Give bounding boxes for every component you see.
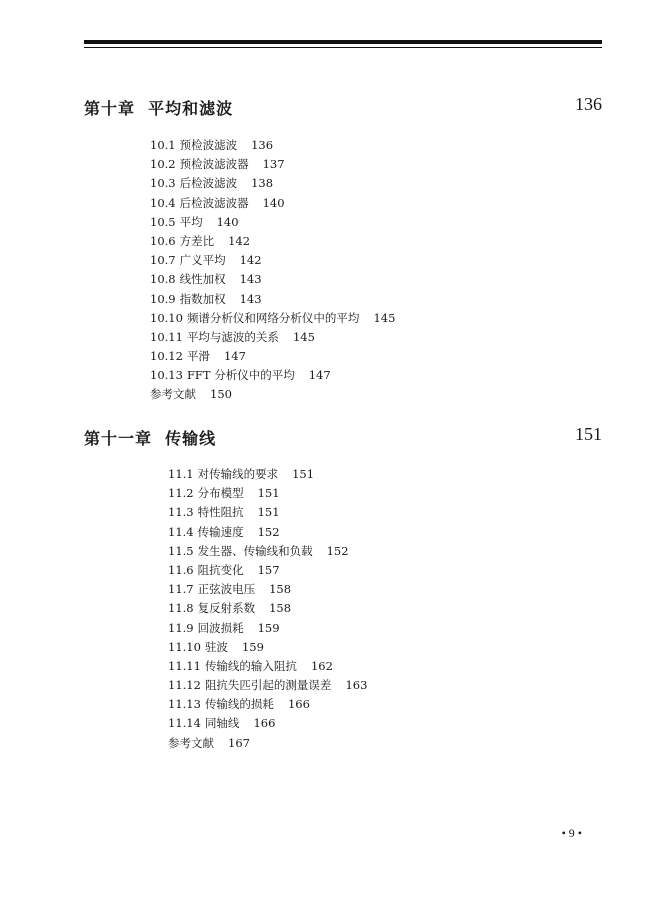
toc-entry bbox=[150, 251, 395, 270]
toc-entry bbox=[168, 714, 367, 733]
toc-entry bbox=[150, 232, 395, 251]
toc-entry-title: 线性加权 bbox=[179, 272, 226, 287]
page-number: • 9 • bbox=[561, 826, 582, 840]
toc-entry-page: 151 bbox=[257, 505, 280, 520]
toc-entry-number: 11.10 bbox=[168, 639, 201, 654]
chapter-title: 第十章 平均和滤波 bbox=[84, 99, 234, 118]
toc-entry bbox=[168, 484, 367, 503]
toc-entry-title: 传输速度 bbox=[197, 524, 244, 539]
toc-entry bbox=[168, 580, 367, 599]
toc-entry bbox=[168, 523, 367, 542]
toc-entry-page: 159 bbox=[257, 620, 280, 635]
toc-entry-page: 158 bbox=[269, 601, 292, 616]
toc-entry-page: 152 bbox=[326, 543, 349, 558]
toc-entry-number: 11.2 bbox=[168, 486, 194, 501]
toc-entry-page: 159 bbox=[241, 639, 264, 654]
toc-entry-page: 147 bbox=[223, 349, 246, 364]
toc-entry-title: 阻抗变化 bbox=[197, 562, 244, 577]
toc-entry bbox=[150, 328, 395, 347]
toc-entry-page: 152 bbox=[257, 524, 280, 539]
toc-entry-number: 10.7 bbox=[150, 253, 176, 268]
toc-entry-page: 142 bbox=[228, 233, 251, 248]
toc-entry-title: 平滑 bbox=[186, 349, 210, 364]
toc-entry-number: 11.8 bbox=[168, 601, 194, 616]
chapter-page: 136 bbox=[575, 94, 602, 114]
toc-entry-title: 阻抗失匹引起的测量误差 bbox=[204, 678, 332, 693]
toc-entry bbox=[150, 385, 395, 404]
toc-entry bbox=[168, 619, 367, 638]
toc-entry-title: 参考文献 bbox=[150, 387, 196, 402]
toc-entry-page: 147 bbox=[308, 368, 331, 383]
toc-entry bbox=[168, 561, 367, 580]
toc-entry-page: 162 bbox=[310, 658, 333, 673]
toc-entry-page: 151 bbox=[292, 467, 315, 481]
toc-entry-number: 11.6 bbox=[168, 562, 194, 577]
toc-entry-title: 回波损耗 bbox=[197, 620, 244, 635]
toc-entry-title: 发生器、传输线和负载 bbox=[197, 543, 313, 558]
toc-entry-title: 传输线的输入阻抗 bbox=[204, 658, 297, 673]
toc-entry-title: 广义平均 bbox=[179, 253, 226, 268]
toc-entry bbox=[168, 465, 367, 484]
toc-entry-page: 142 bbox=[239, 253, 262, 268]
toc-entry-page: 138 bbox=[251, 176, 274, 191]
chapter-title: 第十一章 传输线 bbox=[84, 429, 217, 448]
toc-entry-page: 163 bbox=[345, 678, 368, 693]
toc-entry-number: 11.11 bbox=[168, 658, 201, 673]
toc-entry-title: 频谱分析仪和网络分析仪中的平均 bbox=[186, 310, 360, 325]
toc-entry bbox=[150, 290, 395, 309]
toc-entry-page: 140 bbox=[262, 195, 285, 210]
toc-entry-number: 10.12 bbox=[150, 349, 183, 364]
toc-entry-number: 11.3 bbox=[168, 505, 194, 520]
toc-entry-number: 11.13 bbox=[168, 697, 201, 712]
toc-entry-title: 预检波滤波器 bbox=[179, 157, 249, 172]
toc-entry bbox=[150, 347, 395, 366]
toc-entry-number: 11.12 bbox=[168, 678, 201, 693]
toc-entry-title: 特性阻抗 bbox=[197, 505, 244, 520]
toc-entry bbox=[150, 309, 395, 328]
toc-entry-title: 对传输线的要求 bbox=[197, 467, 279, 481]
toc-entry-title: 参考文献 bbox=[168, 735, 214, 750]
toc-entry-title: 正弦波电压 bbox=[197, 582, 256, 597]
toc-entry-number: 10.13 bbox=[150, 368, 183, 383]
chapter-heading-10 bbox=[84, 96, 602, 120]
toc-entry-page: 151 bbox=[257, 486, 280, 501]
toc-entry-number: 10.2 bbox=[150, 157, 176, 172]
chapter-heading-11 bbox=[84, 426, 602, 450]
toc-entry bbox=[150, 155, 395, 174]
toc-entry-title: 传输线的损耗 bbox=[204, 697, 274, 712]
toc-entry-number: 10.11 bbox=[150, 329, 183, 344]
toc-entry-page: 167 bbox=[228, 735, 250, 750]
toc-entry-page: 145 bbox=[373, 310, 396, 325]
toc-entry-page: 143 bbox=[239, 291, 262, 306]
toc-entry bbox=[150, 174, 395, 193]
toc-entry-title: 复反射系数 bbox=[197, 601, 256, 616]
toc-entry bbox=[168, 599, 367, 618]
toc-entry-number: 10.3 bbox=[150, 176, 176, 191]
toc-entry-page: 136 bbox=[251, 138, 274, 152]
toc-entry-page: 157 bbox=[257, 562, 280, 577]
toc-entry-number: 11.5 bbox=[168, 543, 194, 558]
chapter-10-toc-list bbox=[150, 136, 395, 405]
toc-entry-number: 11.9 bbox=[168, 620, 194, 635]
toc-entry-number: 10.9 bbox=[150, 291, 176, 306]
toc-entry-page: 166 bbox=[287, 697, 310, 712]
toc-entry-number: 10.10 bbox=[150, 310, 183, 325]
toc-entry bbox=[150, 136, 395, 155]
toc-entry-number: 10.8 bbox=[150, 272, 176, 287]
toc-entry bbox=[150, 213, 395, 232]
toc-entry-title: 后检波滤波器 bbox=[179, 195, 249, 210]
toc-entry-title: 方差比 bbox=[179, 233, 215, 248]
toc-entry-number: 10.6 bbox=[150, 233, 176, 248]
toc-entry-title: 驻波 bbox=[204, 639, 228, 654]
toc-entry bbox=[150, 194, 395, 213]
toc-entry-title: 同轴线 bbox=[204, 716, 240, 731]
toc-entry-page: 143 bbox=[239, 272, 262, 287]
toc-entry bbox=[150, 270, 395, 289]
toc-entry-number: 10.1 bbox=[150, 138, 176, 152]
toc-entry-title: 预检波滤波 bbox=[179, 138, 238, 152]
toc-entry bbox=[168, 503, 367, 522]
toc-entry-title: 指数加权 bbox=[179, 291, 226, 306]
toc-entry-title: 平均与滤波的关系 bbox=[186, 329, 279, 344]
toc-entry-title: 后检波滤波 bbox=[179, 176, 238, 191]
toc-entry-number: 11.7 bbox=[168, 582, 194, 597]
toc-entry-page: 137 bbox=[262, 157, 285, 172]
toc-entry-title: 平均 bbox=[179, 214, 203, 229]
toc-entry bbox=[168, 734, 367, 753]
chapter-11-toc-list bbox=[168, 465, 367, 753]
toc-entry bbox=[168, 638, 367, 657]
toc-entry-page: 140 bbox=[216, 214, 239, 229]
toc-entry-number: 10.4 bbox=[150, 195, 176, 210]
toc-entry-page: 145 bbox=[292, 329, 315, 344]
toc-entry bbox=[168, 676, 367, 695]
toc-entry-number: 11.4 bbox=[168, 524, 194, 539]
toc-entry bbox=[150, 366, 395, 385]
toc-entry-number: 11.1 bbox=[168, 467, 194, 481]
toc-entry bbox=[168, 542, 367, 561]
toc-entry-number: 11.14 bbox=[168, 716, 201, 731]
header-rule-thick bbox=[84, 40, 602, 44]
header-rule-thin bbox=[84, 47, 602, 48]
toc-entry-number: 10.5 bbox=[150, 214, 176, 229]
toc-entry bbox=[168, 695, 367, 714]
toc-entry-title: FFT 分析仪中的平均 bbox=[186, 368, 295, 383]
toc-entry-page: 158 bbox=[269, 582, 292, 597]
toc-entry-page: 150 bbox=[210, 387, 232, 402]
chapter-page: 151 bbox=[575, 424, 602, 444]
toc-entry bbox=[168, 657, 367, 676]
toc-entry-page: 166 bbox=[253, 716, 276, 731]
toc-entry-title: 分布模型 bbox=[197, 486, 244, 501]
